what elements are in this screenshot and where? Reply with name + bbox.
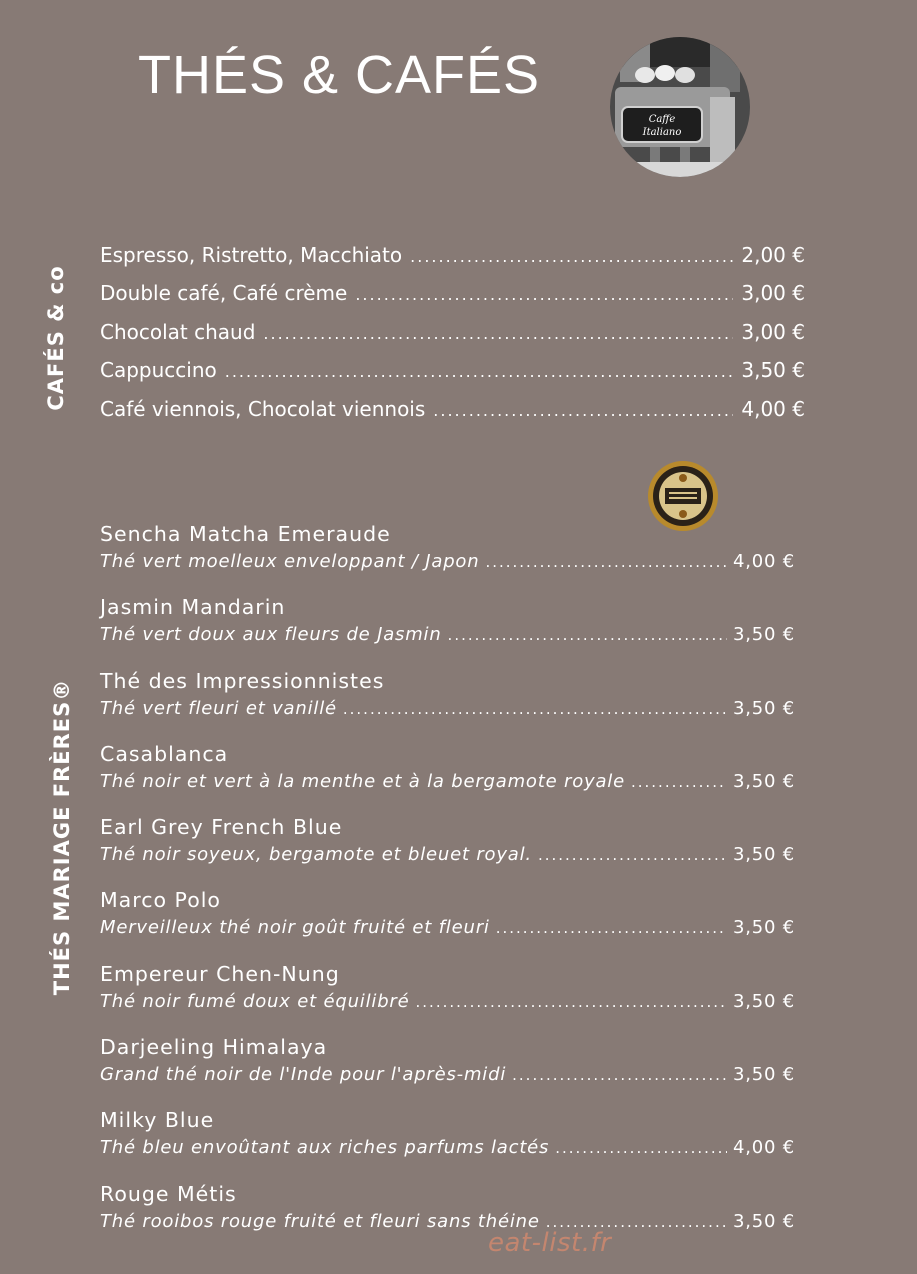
coffee-menu-list xyxy=(100,243,805,435)
item-price: 3,00 € xyxy=(741,319,805,344)
tea-description: Thé noir et vert à la menthe et à la bergamote royale xyxy=(100,770,625,792)
item-name: Espresso, Ristretto, Macchiato xyxy=(100,243,403,267)
tea-detail-row xyxy=(100,1137,795,1158)
tea-price: 3,50 € xyxy=(732,1064,795,1086)
espresso-machine-icon xyxy=(610,37,750,177)
tea-price: 3,50 € xyxy=(732,1210,795,1232)
tea-name: Darjeeling Himalaya xyxy=(100,1035,328,1060)
tea-price: 4,00 € xyxy=(732,551,795,572)
dot-leader xyxy=(496,919,727,937)
tea-name: Milky Blue xyxy=(100,1108,215,1133)
tea-detail-row xyxy=(100,844,795,865)
tea-detail-row xyxy=(100,1211,795,1232)
dot-leader xyxy=(555,1139,727,1157)
tea-item xyxy=(100,665,795,738)
dot-leader xyxy=(538,846,727,864)
tea-description: Thé vert moelleux enveloppant / Japon xyxy=(100,551,480,572)
tea-price: 3,50 € xyxy=(732,624,795,646)
tea-name: Rouge Métis xyxy=(100,1181,237,1206)
tea-description: Thé bleu envoûtant aux riches parfums lactés xyxy=(100,1137,550,1159)
menu-item xyxy=(100,320,805,358)
tea-name: Empereur Chen-Nung xyxy=(100,961,340,986)
item-price: 3,50 € xyxy=(741,358,805,383)
tea-detail-row xyxy=(100,917,795,938)
menu-item xyxy=(100,243,805,281)
dot-leader xyxy=(448,626,727,644)
tea-item xyxy=(100,518,795,591)
tea-item xyxy=(100,738,795,811)
tea-detail-row xyxy=(100,624,795,645)
tea-name: Earl Grey French Blue xyxy=(100,815,343,840)
menu-item xyxy=(100,358,805,396)
dot-leader xyxy=(416,993,727,1011)
page-title: THÉS & CAFÉS xyxy=(138,45,541,105)
item-name: Café viennois, Chocolat viennois xyxy=(100,396,426,421)
tea-name: Thé des Impressionnistes xyxy=(100,668,385,693)
dot-leader xyxy=(225,362,734,381)
dot-leader xyxy=(433,401,733,420)
tea-description: Thé noir soyeux, bergamote et bleuet royal. xyxy=(100,844,532,866)
tea-name: Casablanca xyxy=(100,741,229,766)
tea-item xyxy=(100,958,795,1031)
tea-detail-row xyxy=(100,991,795,1012)
tea-price: 3,50 € xyxy=(732,697,795,719)
dot-leader xyxy=(343,700,727,718)
tea-item xyxy=(100,811,795,884)
tea-price: 4,00 € xyxy=(732,1137,795,1159)
tea-name: Sencha Matcha Emeraude xyxy=(100,522,391,546)
item-name: Double café, Café crème xyxy=(100,281,348,306)
dot-leader xyxy=(263,324,733,343)
dot-leader xyxy=(410,247,733,266)
tea-item xyxy=(100,1104,795,1177)
tea-name: Marco Polo xyxy=(100,888,221,913)
tea-detail-row xyxy=(100,771,795,792)
item-price: 3,00 € xyxy=(741,281,805,306)
dot-leader xyxy=(355,285,733,304)
tea-item xyxy=(100,591,795,664)
tea-price: 3,50 € xyxy=(732,917,795,939)
item-name: Chocolat chaud xyxy=(100,319,256,344)
tea-price: 3,50 € xyxy=(732,844,795,866)
dot-leader xyxy=(631,773,727,791)
section-label-thes: THÉS MARIAGE FRÈRES® xyxy=(50,678,74,996)
menu-item xyxy=(100,397,805,435)
dot-leader xyxy=(485,553,726,571)
tea-item xyxy=(100,1031,795,1104)
dot-leader xyxy=(512,1066,727,1084)
tea-item xyxy=(100,1178,795,1251)
sign-line-2: Italiano xyxy=(642,127,682,138)
item-price: 2,00 € xyxy=(741,243,805,267)
tea-description: Thé rooibos rouge fruité et fleuri sans théine xyxy=(100,1210,540,1232)
tea-description: Thé vert fleuri et vanillé xyxy=(100,697,337,719)
item-name: Cappuccino xyxy=(100,358,217,383)
tea-price: 3,50 € xyxy=(732,770,795,792)
tea-description: Grand thé noir de l'Inde pour l'après-midi xyxy=(100,1064,507,1086)
sign-line-1: Caffe xyxy=(648,114,676,125)
tea-price: 3,50 € xyxy=(732,990,795,1012)
tea-detail-row xyxy=(100,1064,795,1085)
section-label-cafes: CAFÉS & co xyxy=(44,265,68,411)
tea-name: Jasmin Mandarin xyxy=(100,595,286,620)
tea-detail-row xyxy=(100,551,795,572)
tea-detail-row xyxy=(100,698,795,719)
tea-menu-list xyxy=(100,518,795,1251)
item-price: 4,00 € xyxy=(741,396,805,421)
tea-description: Thé vert doux aux fleurs de Jasmin xyxy=(100,624,442,646)
menu-item xyxy=(100,281,805,319)
watermark: eat-list.fr xyxy=(488,1228,612,1258)
tea-description: Thé noir fumé doux et équilibré xyxy=(100,990,410,1012)
espresso-machine-photo xyxy=(610,37,750,177)
tea-item xyxy=(100,884,795,957)
tea-description: Merveilleux thé noir goût fruité et fleuri xyxy=(100,917,490,939)
